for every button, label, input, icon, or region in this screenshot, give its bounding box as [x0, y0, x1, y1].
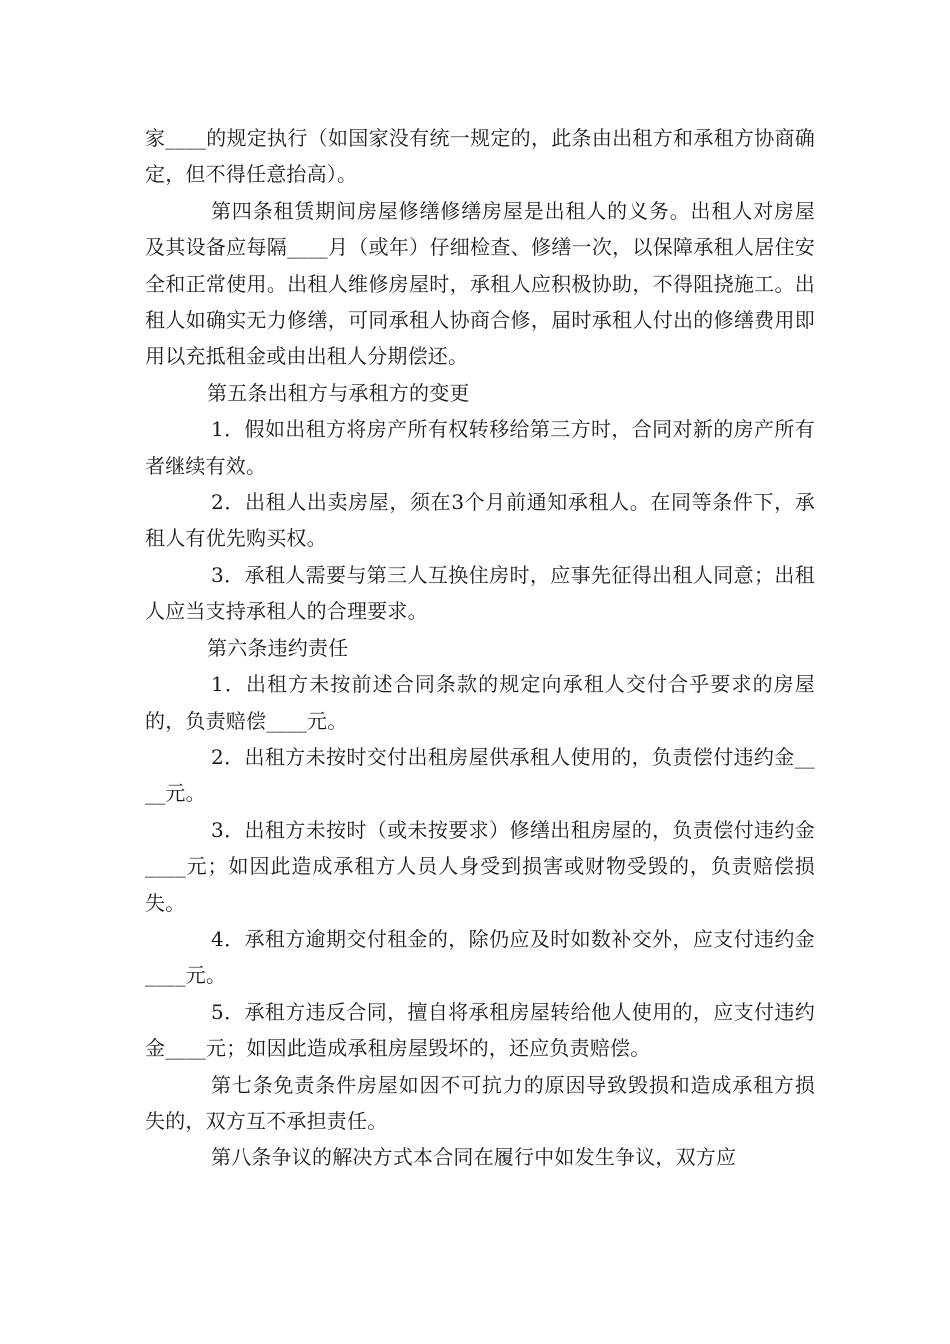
- paragraph-article-5-item-3: 3．承租人需要与第三人互换住房时，应事先征得出租人同意；出租人应当支持承租人的合理要求。: [145, 562, 815, 624]
- paragraph-article-6-item-1: 1．出租方未按前述合同条款的规定向承租人交付合乎要求的房屋的，负责赔偿____元。: [145, 672, 815, 733]
- paragraph-article-8: 第八条争议的解决方式本合同在履行中如发生争议，双方应: [211, 1145, 737, 1170]
- paragraph-article-4: 第四条租赁期间房屋修缮修缮房屋是出租人的义务。出租人对房屋及其设备应每隔____月（或年）仔细检查、修缮一次，以保障承租人居住安全和正常使用。出租人维修房屋时，承租人应积极协助，不得阻挠施工。出租人如确实无力修缮，可同承租人协商合修，届时承租人付出的修缮费用即用以充抵租金或由出租人分期偿还。: [145, 198, 815, 369]
- document-body: [145, 120, 815, 1176]
- paragraph-article-5-item-1: 1．假如出租方将房产所有权转移给第三方时，合同对新的房产所有者继续有效。: [145, 417, 815, 478]
- paragraph-continuation: 家____的规定执行（如国家没有统一规定的，此条由出租方和承租方协商确定，但不得任意抬高）。: [145, 126, 815, 187]
- paragraph-article-7: 第七条免责条件房屋如因不可抗力的原因导致毁损和造成承租方损失的，双方互不承担责任。: [145, 1072, 815, 1133]
- heading-article-5: 第五条出租方与承租方的变更: [207, 380, 470, 405]
- heading-article-6: 第六条违约责任: [207, 635, 349, 660]
- paragraph-article-6-item-2: 2．出租方未按时交付出租房屋供承租人使用的，负责偿付违约金____元。: [145, 744, 815, 806]
- paragraph-article-5-item-2: 2．出租人出卖房屋，须在3个月前通知承租人。在同等条件下，承租人有优先购买权。: [145, 490, 815, 551]
- paragraph-article-6-item-5: 5．承租方违反合同，擅自将承租房屋转给他人使用的，应支付违约金____元；如因此造成承租房屋毁坏的，还应负责赔偿。: [145, 999, 815, 1061]
- paragraph-article-6-item-3: 3．出租方未按时（或未按要求）修缮出租房屋的，负责偿付违约金____元；如因此造成承租方人员人身受到损害或财物受毁的，负责赔偿损失。: [145, 817, 815, 915]
- paragraph-article-6-item-4: 4．承租方逾期交付租金的，除仍应及时如数补交外，应支付违约金____元。: [145, 926, 815, 988]
